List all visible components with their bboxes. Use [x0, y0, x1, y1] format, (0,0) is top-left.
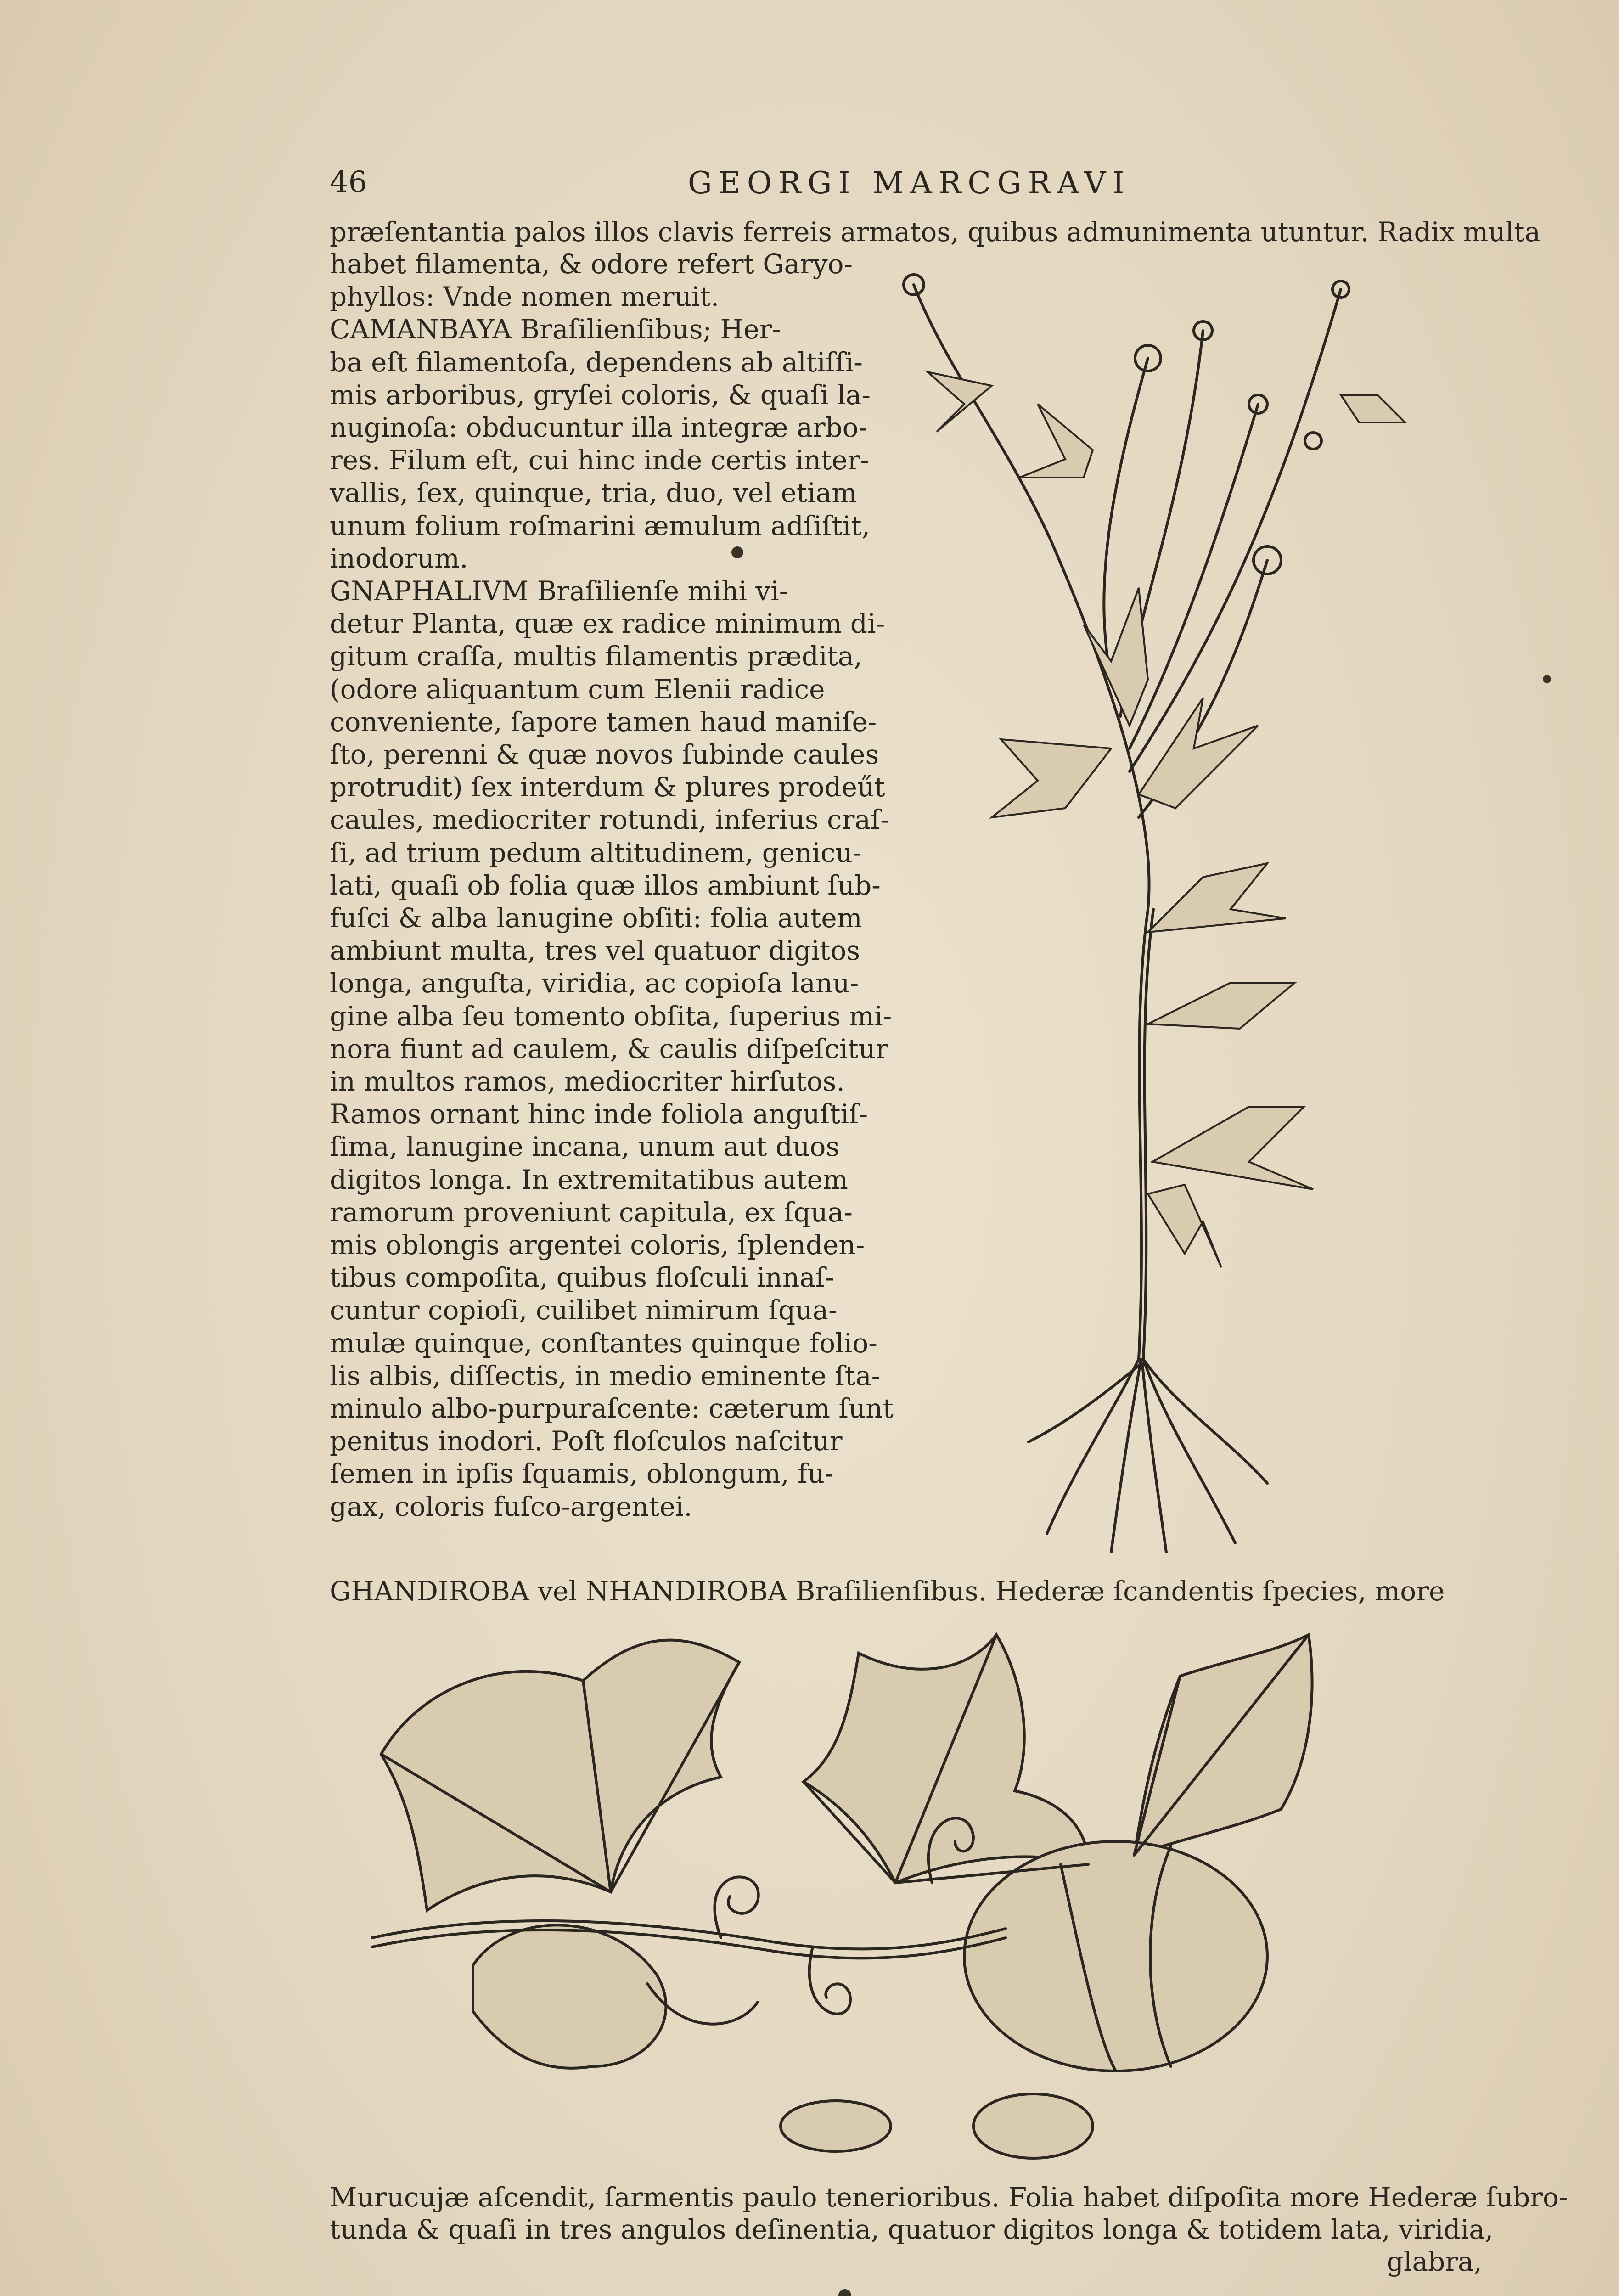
text-line: ba eſt filamentoſa, dependens ab altiſſi- — [330, 346, 863, 378]
text-line: CAMANBAYA Braſilienſibus; Her- — [330, 314, 781, 345]
text-line: mulæ quinque, conſtantes quinque folio- — [330, 1327, 877, 1359]
bottom-line-1: Murucujæ aſcendit, ſarmentis paulo tenerioribus. Folia habet diſpoſita more Hederæ ſubro- — [330, 2182, 1568, 2213]
text-line: nuginoſa: obducuntur illa integræ arbo- — [330, 412, 868, 443]
text-line: caules, mediocriter rotundi, inferius craſ- — [330, 804, 889, 836]
text-line: habet filamenta, & odore refert Garyo- — [330, 248, 853, 280]
text-line: protrudit) ſex interdum & plures prodeűt — [330, 771, 885, 803]
text-line: mis oblongis argentei coloris, ſplenden- — [330, 1229, 865, 1261]
gnaphalium-plant-engraving-icon — [854, 266, 1451, 1575]
text-line: ramorum proveniunt capitula, ex ſqua- — [330, 1196, 853, 1228]
text-line: minulo albo-purpuraſcente: cæterum ſunt — [330, 1393, 894, 1424]
page-header — [330, 165, 1478, 216]
text-line: lati, quaſi ob folia quæ illos ambiunt ſub- — [330, 869, 881, 901]
text-line: tibus compoſita, quibus floſculi innaſ- — [330, 1262, 834, 1294]
text-line: ſto, perenni & quæ novos ſubinde caules — [330, 739, 879, 770]
text-line: digitos longa. In extremitatibus autem — [330, 1164, 848, 1195]
text-line: ſi, ad trium pedum altitudinem, genicu- — [330, 837, 862, 868]
nhandiroba-vine-engraving-icon — [363, 1626, 1419, 2167]
text-line: longa, anguſta, viridia, ac copioſa lanu- — [330, 968, 859, 999]
text-line: lis albis, diſſectis, in medio eminente ſta- — [330, 1360, 881, 1391]
text-line: ſima, lanugine incana, unum aut duos — [330, 1131, 840, 1163]
text-line: ambiunt multa, tres vel quatuor digitos — [330, 935, 860, 967]
text-line: gax, coloris fuſco-argentei. — [330, 1491, 692, 1522]
text-line: inodorum. — [330, 542, 468, 574]
text-line: gine alba ſeu tomento obſita, ſuperius mi- — [330, 1000, 892, 1032]
bottom-line-3: glabra, — [1386, 2246, 1482, 2277]
text-line: detur Planta, quæ ex radice minimum di- — [330, 608, 885, 640]
ink-speck — [1543, 675, 1551, 683]
text-line: vallis, ſex, quinque, tria, duo, vel etiam — [330, 477, 857, 509]
text-line: (odore aliquantum cum Elenii radice — [330, 673, 825, 705]
text-line: res. Filum eſt, cui hinc inde certis inter- — [330, 445, 870, 476]
text-line: nora fiunt ad caulem, & caulis diſpeſcitur — [330, 1033, 888, 1064]
text-line: penitus inodori. Poſt floſculos naſcitur — [330, 1425, 843, 1457]
ink-speck — [838, 2289, 851, 2296]
ink-speck — [731, 546, 743, 558]
text-line: cuntur copioſi, cuilibet nimirum ſqua- — [330, 1294, 838, 1326]
text-line: Ramos ornant hinc inde foliola anguſtiſ- — [330, 1098, 868, 1130]
page-number: 46 — [330, 165, 367, 199]
text-line: unum folium roſmarini æmulum adſiſtit, — [330, 510, 871, 541]
text-line: gitum craſſa, multis filamentis prædita, — [330, 641, 862, 672]
text-line: phyllos: Vnde nomen meruit. — [330, 281, 720, 313]
text-line: GNAPHALIVM Braſilienſe mihi vi- — [330, 575, 788, 607]
text-line: in multos ramos, mediocriter hirſutos. — [330, 1066, 845, 1097]
ghandiroba-line: GHANDIROBA vel NHANDIROBA Braſilienſibus. Hederæ ſcandentis ſpecies, more — [330, 1576, 1445, 1607]
text-line: fuſci & alba lanugine obſiti: folia autem — [330, 902, 862, 934]
bottom-line-2: tunda & quaſi in tres angulos deſinentia, quatuor digitos longa & totidem lata, viridia, — [330, 2214, 1494, 2245]
text-line: mis arboribus, gryſei coloris, & quaſi la- — [330, 379, 871, 411]
text-line: conveniente, ſapore tamen haud maniſe- — [330, 706, 877, 737]
text-line-top: præſentantia palos illos clavis ferreis armatos, quibus admunimenta utuntur. Radix multa — [330, 216, 1541, 248]
running-title: GEORGI MARCGRAVI — [688, 165, 1131, 201]
text-line: ſemen in ipſis ſquamis, oblongum, fu- — [330, 1458, 834, 1490]
